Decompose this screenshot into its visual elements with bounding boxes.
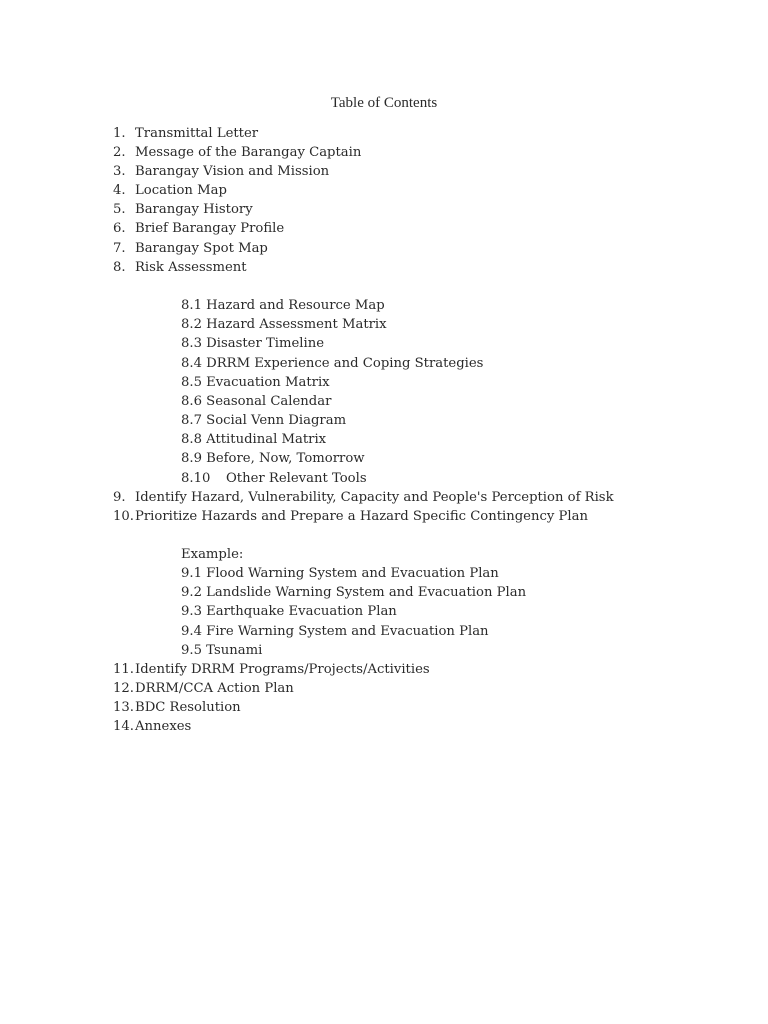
toc-item-number: 11. [113,662,134,677]
example-subitem: 9.4 Fire Warning System and Evacuation Plan [181,624,489,639]
toc-item-text: Barangay Spot Map [135,241,268,256]
toc-subitem-number: 8.10 [181,471,211,486]
toc-item-text: Location Map [135,183,227,198]
example-label: Example: [181,547,244,562]
toc-item-number: 8. [113,260,126,275]
toc-item-text: Identify Hazard, Vulnerability, Capacity and People's Perception of Risk [135,490,614,505]
example-subitem: 9.3 Earthquake Evacuation Plan [181,604,397,619]
toc-subitem: 8.2 Hazard Assessment Matrix [181,317,387,332]
toc-item-number: 7. [113,241,126,256]
toc-item-text: Barangay Vision and Mission [135,164,330,179]
toc-item-text: Message of the Barangay Captain [135,145,362,160]
toc-subitem: 8.7 Social Venn Diagram [181,413,347,428]
toc-item-number: 9. [113,490,126,505]
toc-item-text: BDC Resolution [135,700,241,715]
toc-item-number: 3. [113,164,126,179]
toc-subitem: 8.4 DRRM Experience and Coping Strategies [181,356,484,371]
toc-item-text: Barangay History [135,202,253,217]
toc-subitem: 8.1 Hazard and Resource Map [181,298,385,313]
toc-item-number: 12. [113,681,134,696]
page-title: Table of Contents [330,95,438,111]
toc-item-text: Annexes [135,719,192,734]
toc-item-number: 5. [113,202,126,217]
toc-subitem: 8.5 Evacuation Matrix [181,375,330,390]
toc-item-number: 13. [113,700,134,715]
toc-item-text: Transmittal Letter [135,126,259,141]
toc-item-text: Risk Assessment [135,260,247,275]
toc-item-text: DRRM/CCA Action Plan [135,681,294,696]
toc-item-number: 1. [113,126,126,141]
toc-subitem-text: Other Relevant Tools [226,471,367,486]
toc-item-text: Brief Barangay Profile [135,221,285,236]
example-subitem: 9.1 Flood Warning System and Evacuation Plan [181,566,499,581]
example-subitem: 9.5 Tsunami [181,643,263,658]
toc-item-number: 6. [113,221,126,236]
example-subitem: 9.2 Landslide Warning System and Evacuation Plan [181,585,527,600]
toc-item-number: 14. [113,719,134,734]
toc-subitem: 8.6 Seasonal Calendar [181,394,332,409]
toc-item-text: Identify DRRM Programs/Projects/Activities [135,662,430,677]
toc-item-number: 4. [113,183,126,198]
toc-subitem: 8.8 Attitudinal Matrix [181,432,327,447]
toc-item-number: 10. [113,509,134,524]
toc-item-text: Prioritize Hazards and Prepare a Hazard Specific Contingency Plan [135,509,588,524]
toc-item-number: 2. [113,145,126,160]
toc-subitem: 8.3 Disaster Timeline [181,336,325,351]
toc-subitem: 8.9 Before, Now, Tomorrow [181,451,365,466]
